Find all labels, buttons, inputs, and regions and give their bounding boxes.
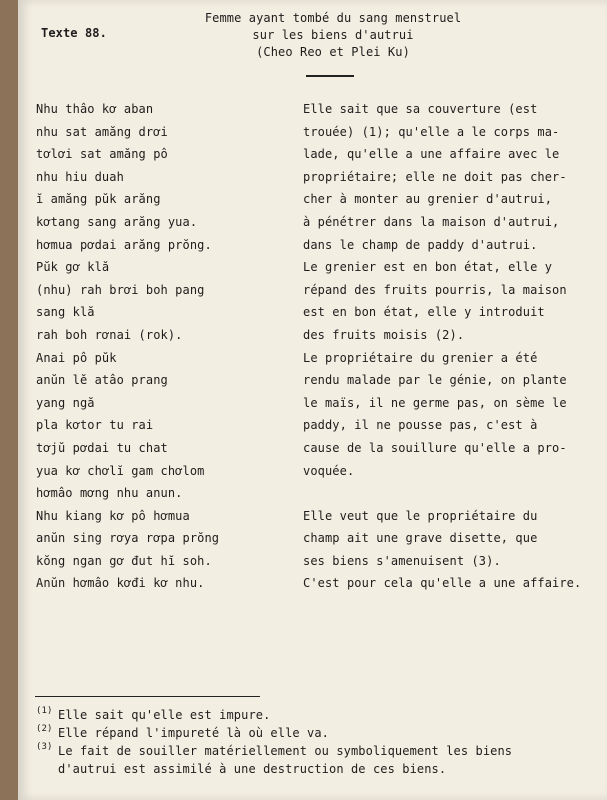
footnote-text: Elle sait qu'elle est impure. xyxy=(58,708,271,722)
footnote-text: Le fait de souiller matériellement ou symboliquement les biens xyxy=(58,744,513,758)
translation-line: lade, qu'elle a une affaire avec le xyxy=(303,147,560,162)
translation-line: est en bon état, elle y introduit xyxy=(303,305,545,320)
footnote-number: (1) xyxy=(36,706,53,716)
french-translation-column xyxy=(303,98,588,595)
translation-line: des fruits moisis (2). xyxy=(303,327,465,342)
translation-line: dans le champ de paddy d'autrui. xyxy=(303,237,538,252)
verse-line: tơlơi sat amăng pô xyxy=(36,147,168,162)
title-line: sur les biens d'autrui xyxy=(252,28,414,42)
title-underline xyxy=(306,75,354,77)
footnote-number: (3) xyxy=(36,742,53,752)
footnote-text: d'autrui est assimilé à une destruction de ces biens. xyxy=(58,762,447,776)
footnotes xyxy=(36,706,596,778)
translation-line: à pénétrer dans la maison d'autrui, xyxy=(303,214,560,229)
jarai-text-column xyxy=(36,98,306,595)
translation-line: ses biens s'amenuisent (3). xyxy=(303,553,501,568)
translation-line: trouée) (1); qu'elle a le corps ma- xyxy=(303,124,560,139)
verse-line: yang ngă xyxy=(36,395,95,410)
footnote-text: Elle répand l'impureté là où elle va. xyxy=(58,726,330,740)
translation-line: C'est pour cela qu'elle a une affaire. xyxy=(303,576,582,591)
translation-line: Elle veut que le propriétaire du xyxy=(303,508,538,523)
verse-line: kơtang sang arăng yua. xyxy=(36,214,198,229)
text-number-label: Texte 88. xyxy=(41,26,107,40)
footnote-separator xyxy=(35,696,260,697)
verse-line: nhu hiu duah xyxy=(36,169,124,184)
verse-line: anŭn lĕ atâo prang xyxy=(36,373,168,388)
title-line: (Cheo Reo et Plei Ku) xyxy=(256,45,410,59)
title-line: Femme ayant tombé du sang menstruel xyxy=(204,11,462,25)
verse-line: Anŭn hơmâo kơđi kơ nhu. xyxy=(36,576,205,591)
verse-line: hơmua pơdai arăng prŏng. xyxy=(36,237,212,252)
document-title xyxy=(173,10,493,61)
translation-line: cher à monter au grenier d'autrui, xyxy=(303,192,553,207)
translation-line: répand des fruits pourris, la maison xyxy=(303,282,567,297)
translation-line: cause de la souillure qu'elle a pro- xyxy=(303,440,567,455)
verse-line: tơjŭ pơdai tu chat xyxy=(36,440,168,455)
translation-line: rendu malade par le génie, on plante xyxy=(303,373,567,388)
verse-line: rah boh rơnai (rok). xyxy=(36,327,183,342)
translation-line: le maïs, il ne germe pas, on sème le xyxy=(303,395,567,410)
verse-line: sang klă xyxy=(36,305,95,320)
translation-line: champ ait une grave disette, que xyxy=(303,531,538,546)
verse-line: (nhu) rah brơi boh pang xyxy=(36,282,205,297)
footnote-number: (2) xyxy=(36,724,53,734)
translation-line: paddy, il ne pousse pas, c'est à xyxy=(303,418,538,433)
paragraph-gap xyxy=(303,482,588,505)
verse-line: yua kơ chơlĭ gam chơlom xyxy=(36,463,205,478)
verse-line: ĭ amăng pŭk arăng xyxy=(36,192,161,207)
translation-line: Le grenier est en bon état, elle y xyxy=(303,260,553,275)
verse-line: anŭn sing rơya rơpa prŏng xyxy=(36,531,220,546)
verse-line: Pŭk gơ klă xyxy=(36,260,110,275)
verse-line: hơmâo mơng nhu anun. xyxy=(36,486,183,501)
document-page xyxy=(18,0,607,800)
verse-line: kŏng ngan gơ đut hĭ soh. xyxy=(36,553,212,568)
translation-line: Elle sait que sa couverture (est xyxy=(303,102,538,116)
translation-line: propriétaire; elle ne doit pas cher- xyxy=(303,169,567,184)
verse-line: nhu sat amăng drơi xyxy=(36,124,168,139)
verse-line: pla kơtor tu rai xyxy=(36,418,154,433)
translation-line: voquée. xyxy=(303,463,355,478)
footnote xyxy=(36,742,596,778)
verse-line: Anai pô pŭk xyxy=(36,350,117,365)
translation-line: Le propriétaire du grenier a été xyxy=(303,350,538,365)
verse-line: Nhu kiang kơ pô hơmua xyxy=(36,508,190,523)
verse-line: Nhu thâo kơ aban xyxy=(36,102,154,116)
footnote xyxy=(36,706,596,724)
footnote xyxy=(36,724,596,742)
